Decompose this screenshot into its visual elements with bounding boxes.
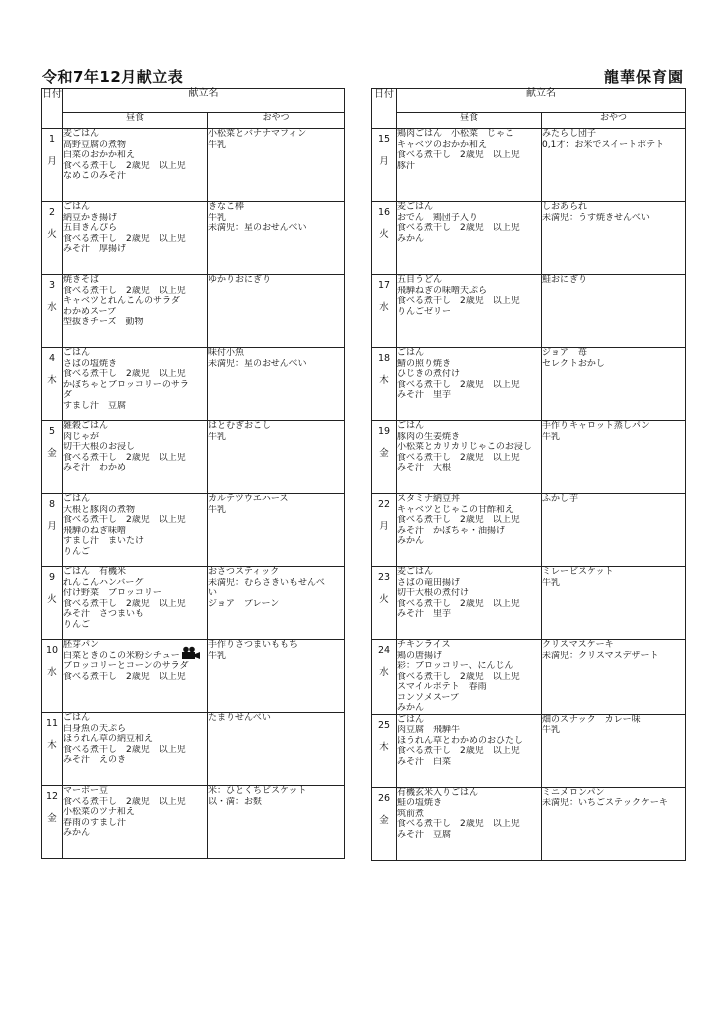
snack-item: たまりせんべい [208,713,271,723]
date-cell [372,640,397,715]
lunch-item: コンソメスープ [397,692,459,703]
date-cell [42,494,63,567]
lunch-header: 昼食 [397,113,542,129]
weekday: 金 [379,814,389,826]
snack-item: ミニメロンパン [542,787,605,798]
day-number: 16 [377,207,391,218]
snack-cell [542,348,686,421]
date-cell [372,421,397,494]
snack-item: 手作りキャロット蒸しパン [542,421,650,431]
menu-row [42,348,345,421]
lunch-item: りんごゼリー [397,306,452,317]
menu-row [372,129,686,202]
lunch-item: みそ汁 里芋 [397,609,452,619]
snack-item: 牛乳 [208,212,227,223]
snack-cell [542,787,686,860]
lunch-cell [63,202,208,275]
day-number: 5 [48,426,56,437]
snack-item: 未満児：むらさきいもせんべ [208,577,325,588]
day-number: 2 [48,207,56,218]
menu-row [372,494,686,567]
lunch-cell [397,421,542,494]
lunch-item: 食べる煮干し 2歳児 以上児 [397,150,520,160]
lunch-item: 白菜ときのこの米粉シチュー [63,650,180,661]
lunch-cell [397,348,542,421]
lunch-cell [63,275,208,348]
menu-rows-left [42,129,345,859]
snack-item: 手作りさつまいももち [208,640,299,650]
lunch-item: みかん [397,703,425,713]
snack-item: クリスマスケーキ [542,640,614,650]
lunch-item: 五目うどん [397,275,443,285]
lunch-cell [63,421,208,494]
lunch-item: 食べる煮干し 2歳児 以上児 [63,452,186,463]
menu-row [42,275,345,348]
snack-item: ゆかりおにぎり [208,275,272,285]
lunch-item: 有機玄米入りごはん [397,787,479,798]
lunch-item: 食べる煮干し 2歳児 以上児 [63,515,186,525]
date-cell [42,786,63,859]
lunch-item: 食べる煮干し 2歳児 以上児 [397,671,520,682]
snack-item: 牛乳 [208,650,227,661]
snack-item: ふかし芋 [542,494,579,504]
lunch-item: 食べる煮干し 2歳児 以上児 [63,160,186,171]
lunch-cell [397,202,542,275]
lunch-item: ほうれん草とわかめのおひたし [397,735,524,746]
lunch-item: 鶏肉ごはん 小松菜 じゃこ [397,129,515,139]
day-number: 1 [48,134,56,145]
snack-item: 以・満：お麩 [208,796,263,807]
weekday: 水 [47,667,57,678]
snack-header: おやつ [208,113,345,129]
lunch-cell [63,494,208,567]
lunch-item: 彩：ブロッコリー、にんじん [397,661,514,671]
snack-item: ミレービスケット [542,567,614,577]
lunch-item: 食べる煮干し 2歳児 以上児 [63,233,186,244]
lunch-item: 高野豆腐の煮物 [63,139,127,150]
snack-item: 未満児：星のおせんべい [208,358,307,369]
date-cell [42,640,63,713]
day-number: 24 [377,645,391,656]
lunch-item: 焼きそば [63,275,100,285]
lunch-cell [63,713,208,786]
day-number: 11 [45,718,59,729]
lunch-item: ごはん [397,348,425,358]
snack-item: 小松菜とバナナマフィン [208,129,307,139]
lunch-item: 豚汁 [397,160,416,171]
lunch-item: 食べる煮干し 2歳児 以上児 [397,819,520,829]
day-number: 4 [48,353,56,364]
lunch-item: 豚肉の生姜焼き [397,431,461,442]
lunch-item: わかめスープ [63,306,117,317]
date-cell [42,348,63,421]
day-number: 12 [45,791,59,802]
lunch-item: さばの塩焼き [63,358,118,369]
day-number: 25 [377,719,391,731]
snack-item: ジョア プレーン [208,598,280,609]
snack-cell [208,421,345,494]
menu-table-left [41,88,345,859]
weekday: 火 [47,594,57,605]
lunch-item: キャベツのおかか和え [397,139,488,150]
lunch-item: スマイルポテト 春雨 [397,682,487,692]
snack-cell [208,567,345,640]
date-cell [372,787,397,860]
lunch-item: 鶏の唐揚げ [397,650,443,661]
menu-row [42,494,345,567]
snack-item: きなこ棒 [208,202,245,212]
date-cell [372,494,397,567]
day-number: 22 [377,499,391,510]
lunch-cell [63,786,208,859]
lunch-cell [63,129,208,202]
day-number: 9 [48,572,56,583]
menu-row [372,787,686,860]
menu-row [372,202,686,275]
lunch-item: すまし汁 まいたけ [63,536,145,546]
lunch-item: 食べる煮干し 2歳児 以上児 [63,369,186,379]
snack-cell [542,494,686,567]
snack-cell [208,786,345,859]
lunch-item: 鮭の塩焼き [397,798,443,808]
snack-item: 未満児：うす焼きせんべい [542,212,650,223]
lunch-item: 飛騨のねぎ味噌 [63,525,127,536]
snack-cell [208,494,345,567]
lunch-item: 付け野菜 ブロッコリー [63,588,162,598]
weekday: 水 [47,302,57,313]
menu-row [42,202,345,275]
snack-header: おやつ [542,113,686,129]
weekday: 月 [379,521,389,532]
snack-item: 牛乳 [542,431,561,442]
snack-cell [208,129,345,202]
lunch-cell [397,129,542,202]
snack-item: 鮭おにぎり [542,275,588,285]
date-cell [372,129,397,202]
snack-item: みたらし団子 [542,129,597,139]
date-cell [42,567,63,640]
weekday: 水 [379,302,389,313]
lunch-item: 食べる煮干し 2歳児 以上児 [63,285,186,296]
lunch-item: ブロッコリーとコーンのサラダ [63,661,189,671]
snack-item: おさつスティック [208,567,280,577]
lunch-item: 小松菜のツナ和え [63,807,135,817]
snack-item: い [208,588,218,598]
lunch-header: 昼食 [63,113,208,129]
lunch-item: みそ汁 えのき [63,755,127,765]
date-cell [42,421,63,494]
snack-item: 牛乳 [208,504,227,515]
lunch-item: ごはん [63,348,91,358]
lunch-cell [397,567,542,640]
snack-cell [208,202,345,275]
lunch-item: マーボー豆 [63,786,109,796]
date-cell [372,275,397,348]
weekday: 金 [47,448,57,459]
lunch-item: 食べる煮干し 2歳児 以上児 [397,452,520,463]
snack-item: 牛乳 [542,577,561,588]
menu-row [42,786,345,859]
menu-title: 令和7年12月献立表 [42,68,184,86]
snack-item: セレクトおかし [542,358,605,369]
lunch-item: 麦ごはん [397,202,434,212]
snack-item: 未満児：クリスマスデザート [542,650,659,661]
day-number: 8 [48,499,56,510]
menu-rows-right [372,129,686,861]
lunch-item: みそ汁 白菜 [397,756,452,767]
date-cell [42,129,63,202]
lunch-item: スタミナ納豆丼 [397,494,461,504]
lunch-item: ごはん [397,421,425,431]
date-cell [372,202,397,275]
snack-item: 牛乳 [208,139,227,150]
snack-item: 味付小魚 [208,348,245,358]
lunch-item: 五目きんぴら [63,223,118,233]
weekday: 木 [47,375,57,386]
lunch-cell [397,640,542,715]
date-cell [42,202,63,275]
menu-table-right [371,88,686,861]
lunch-item: ひじきの煮付け [397,369,461,379]
weekday: 火 [379,594,389,605]
weekday: 金 [47,813,57,824]
day-number: 26 [377,792,391,804]
snack-cell [542,567,686,640]
lunch-item: さばの竜田揚げ [397,577,461,588]
menu-row [372,714,686,787]
menu-row [42,567,345,640]
lunch-item: みそ汁 かぼちゃ・油揚げ [397,525,506,536]
lunch-item: 食べる煮干し 2歳児 以上児 [397,598,520,609]
menu-row [42,421,345,494]
weekday: 木 [379,741,389,753]
lunch-item: 白身魚の天ぷら [63,723,127,734]
lunch-item: みかん [397,536,425,546]
snack-cell [208,348,345,421]
lunch-item: ほうれん草の納豆和え [63,734,154,744]
lunch-item: 食べる煮干し 2歳児 以上児 [397,379,520,390]
lunch-item: 白菜のおかか和え [63,150,136,160]
lunch-item: 食べる煮干し 2歳児 以上児 [397,746,520,756]
lunch-item: かぼちゃとブロッコリーのサラ [63,379,189,390]
weekday: 木 [379,375,389,386]
lunch-item: ごはん [63,202,91,212]
day-number: 19 [377,426,391,437]
lunch-item: 小松菜とカリカリじゃこのお浸し [397,442,532,452]
lunch-item: 飛騨ねぎの味噌天ぷら [397,285,488,296]
snack-item: 未満児：いちごステックケーキ [542,798,668,808]
date-cell [42,275,63,348]
weekday: 火 [379,229,389,240]
lunch-item: ごはん [63,713,91,723]
lunch-item: 筑前煮 [397,808,425,819]
lunch-item: 大根と豚肉の煮物 [63,504,136,515]
day-number: 18 [377,353,391,364]
nursery-name: 龍華保育園 [603,68,684,86]
lunch-item: ダ [63,390,73,400]
lunch-item: 切干大根のお浸し [63,442,136,452]
lunch-item: 麦ごはん [63,129,100,139]
lunch-item: りんご [63,546,91,557]
lunch-item: みかん [397,233,425,244]
menu-row [42,129,345,202]
snack-item: 畑のスナック カレー味 [542,714,641,725]
lunch-item: おでん 鶏団子入り [397,212,478,223]
day-number: 17 [377,280,391,291]
lunch-item: 食べる煮干し 2歳児 以上児 [63,671,186,682]
snack-item: はとむぎおこし [208,421,272,431]
lunch-item: みそ汁 さつまいも [63,609,145,619]
lunch-item: キャベツとれんこんのサラダ [63,296,180,306]
lunch-item: 食べる煮干し 2歳児 以上児 [397,296,520,306]
lunch-item: みそ汁 豆腐 [397,829,452,840]
day-number: 10 [45,645,59,656]
snack-item: 牛乳 [208,431,227,442]
lunch-item: みそ汁 厚揚げ [63,244,127,254]
date-cell [42,713,63,786]
kondate-header: 献立名 [63,89,345,113]
lunch-cell [63,567,208,640]
menu-row [42,713,345,786]
weekday: 月 [47,521,57,532]
lunch-item: ごはん [63,494,91,504]
weekday: 金 [379,448,389,459]
lunch-cell [397,494,542,567]
lunch-item: みそ汁 大根 [397,463,452,473]
lunch-item: ごはん [397,714,425,725]
menu-row [372,421,686,494]
lunch-item: すまし汁 豆腐 [63,400,127,411]
lunch-item: りんご [63,619,91,630]
lunch-cell [63,348,208,421]
lunch-cell [397,787,542,860]
snack-cell [542,275,686,348]
weekday: 木 [47,740,57,751]
lunch-item: 食べる煮干し 2歳児 以上児 [397,223,520,233]
date-cell [372,348,397,421]
snack-item: しおあられ [542,202,588,212]
snack-item: 未満児：星のおせんべい [208,223,307,233]
menu-row [372,640,686,715]
lunch-item: キャベツとじゃこの甘酢和え [397,504,515,515]
snack-cell [208,275,345,348]
snack-item: ジョア 苺 [542,348,587,358]
snack-item: カルテツウエハース [208,494,289,504]
lunch-item: 食べる煮干し 2歳児 以上児 [397,515,520,525]
lunch-item: 切干大根の煮付け [397,588,470,598]
lunch-item: 納豆かき揚げ [63,212,118,223]
lunch-item: なめこのみそ汁 [63,171,127,181]
snack-cell [208,640,345,713]
lunch-item: 胚芽パン [63,640,100,650]
lunch-cell [397,714,542,787]
lunch-item: みかん [63,828,91,838]
weekday: 月 [47,156,57,167]
lunch-item: ごはん 有機米 [63,567,127,577]
lunch-item: 鯖の照り焼き [397,358,452,369]
lunch-item: 型抜きチーズ 動物 [63,317,144,327]
date-cell [372,714,397,787]
lunch-item: 麦ごはん [397,567,434,577]
lunch-item: 肉じゃが [63,431,100,442]
day-number: 15 [377,134,391,145]
weekday: 月 [379,156,389,167]
snack-item: 米：ひとくちビスケット [208,786,307,796]
snack-cell [542,714,686,787]
day-header: 日付 [42,89,63,129]
lunch-cell [397,275,542,348]
lunch-item: 食べる煮干し 2歳児 以上児 [63,598,186,609]
snack-item: 牛乳 [542,725,561,735]
snack-cell [542,202,686,275]
date-cell [372,567,397,640]
snack-cell [208,713,345,786]
snack-cell [542,129,686,202]
lunch-item: みそ汁 わかめ [63,463,127,473]
kondate-header: 献立名 [397,89,686,113]
day-number: 23 [377,572,391,583]
day-number: 3 [48,280,56,291]
lunch-item: 肉豆腐 飛騨牛 [397,725,461,735]
menu-row [372,348,686,421]
lunch-item: チキンライス [397,640,451,650]
lunch-item: 食べる煮干し 2歳児 以上児 [63,796,186,807]
lunch-item: れんこんハンバーグ [63,577,144,588]
day-header: 日付 [372,89,397,129]
snack-cell [542,421,686,494]
camera-icon [181,646,201,660]
menu-row [372,567,686,640]
lunch-item: 食べる煮干し 2歳児 以上児 [63,744,186,755]
lunch-item: 雑穀ごはん [63,421,109,431]
lunch-item: 春雨のすまし汁 [63,817,127,828]
snack-cell [542,640,686,715]
lunch-item: みそ汁 里芋 [397,390,452,400]
snack-item: 0,1才：お米でスイートポテト [542,139,665,150]
weekday: 火 [47,229,57,240]
menu-row [372,275,686,348]
weekday: 水 [379,667,389,678]
